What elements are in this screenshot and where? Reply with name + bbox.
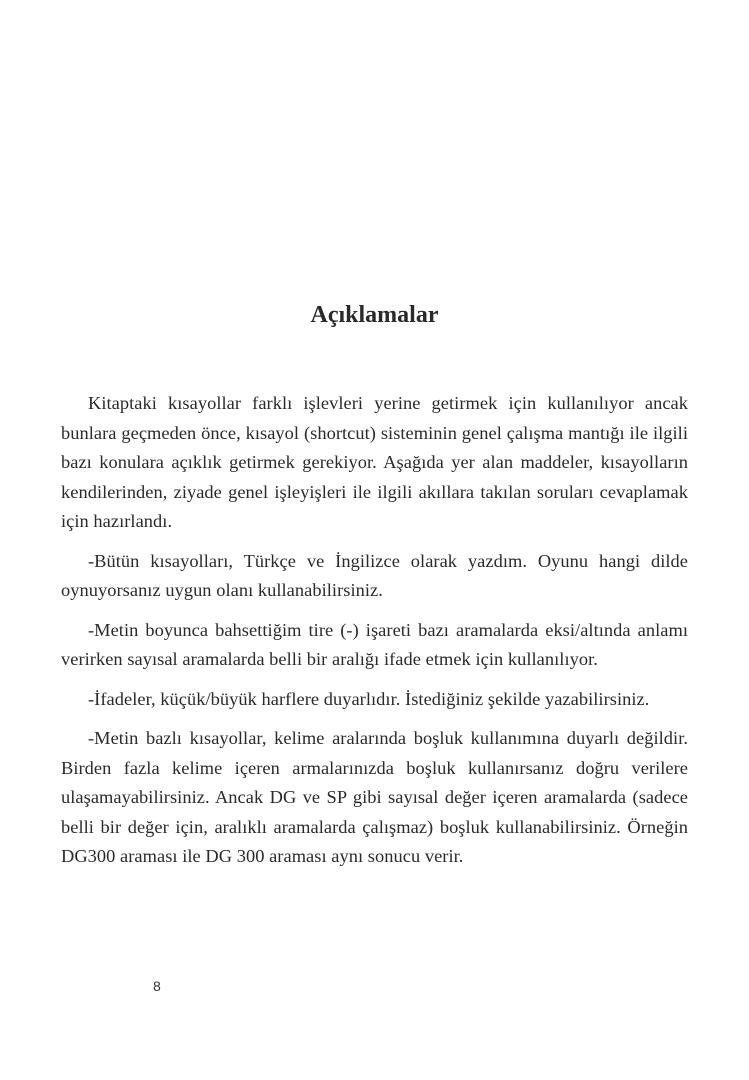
body-text — [61, 389, 688, 882]
paragraph-whitespace: -Metin bazlı kısayollar, kelime aralarında boşluk kullanımına duyarlı değildir. Birden fazla kelime içeren armalarınızda boşluk kullanırsanız doğru verilere ulaşamayabilirsiniz. Ancak DG ve SP gibi sayısal değer içeren aramalarda (sadece belli bir değer için, aralıklı aramalarda çalışmaz) boşluk kullanabilirsiniz. Örneğin DG300 araması ile DG 300 araması aynı sonucu verir. — [61, 728, 688, 866]
page-number: 8 — [153, 978, 161, 994]
paragraph-intro: Kitaptaki kısayollar farklı işlevleri yerine getirmek için kullanılıyor ancak bunlara geçmeden önce, kısayol (shortcut) sisteminin genel çalışma mantığı ile ilgili bazı konulara açıklık getirmek gerekiyor. Aşağıda yer alan maddeler, kısayolların kendilerinden, ziyade genel işleyişleri ile ilgili akıllara takılan soruları cevaplamak için hazırlandı. — [61, 393, 688, 531]
paragraph-languages: -Bütün kısayolları, Türkçe ve İngilizce olarak yazdım. Oyunu hangi dilde oynuyorsanız uygun olanı kullanabilirsiniz. — [61, 550, 688, 600]
paragraph-case-sensitivity: -İfadeler, küçük/büyük harflere duyarlıdır. İstediğiniz şekilde yazabilirsiniz. — [88, 688, 650, 709]
paragraph-dash-usage: -Metin boyunca bahsettiğim tire (-) işareti bazı aramalarda eksi/altında anlamı verirken sayısal aramalarda belli bir aralığı ifade etmek için kullanılıyor. — [61, 619, 688, 669]
page-title: Açıklamalar — [310, 302, 439, 328]
